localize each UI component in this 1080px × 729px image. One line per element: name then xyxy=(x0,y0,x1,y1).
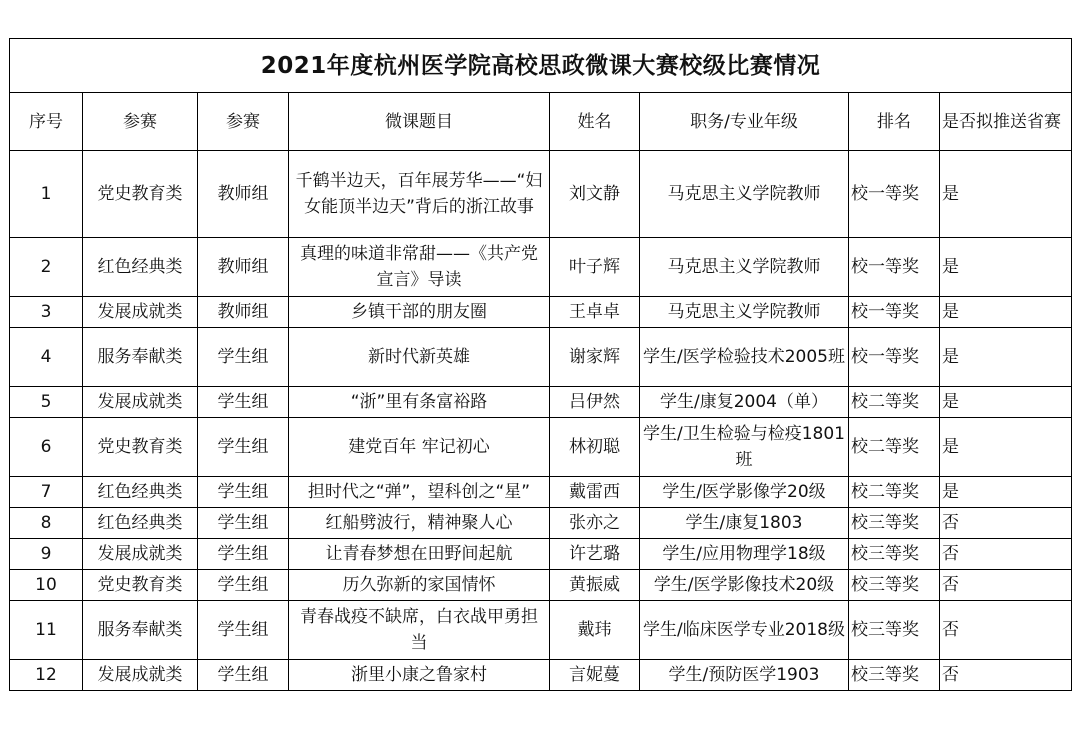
cell-role: 学生/应用物理学18级 xyxy=(640,539,849,570)
cell-no: 11 xyxy=(10,601,83,660)
cell-group: 学生组 xyxy=(198,387,289,418)
cell-rank: 校三等奖 xyxy=(849,660,940,691)
cell-role: 学生/卫生检验与检疫1801班 xyxy=(640,418,849,477)
table-row xyxy=(10,151,1072,238)
cell-no: 4 xyxy=(10,328,83,387)
cell-rank: 校三等奖 xyxy=(849,508,940,539)
cell-topic: 乡镇干部的朋友圈 xyxy=(289,297,550,328)
cell-recommend: 否 xyxy=(940,601,1072,660)
cell-no: 6 xyxy=(10,418,83,477)
cell-recommend: 是 xyxy=(940,328,1072,387)
cell-category: 发展成就类 xyxy=(83,539,198,570)
cell-rank: 校三等奖 xyxy=(849,570,940,601)
cell-category: 党史教育类 xyxy=(83,570,198,601)
cell-topic: 让青春梦想在田野间起航 xyxy=(289,539,550,570)
cell-rank: 校三等奖 xyxy=(849,539,940,570)
cell-no: 10 xyxy=(10,570,83,601)
cell-role: 学生/医学影像技术20级 xyxy=(640,570,849,601)
cell-recommend: 是 xyxy=(940,418,1072,477)
cell-role: 学生/康复2004（单） xyxy=(640,387,849,418)
cell-name: 刘文静 xyxy=(550,151,640,238)
cell-role: 马克思主义学院教师 xyxy=(640,151,849,238)
cell-group: 学生组 xyxy=(198,601,289,660)
cell-group: 学生组 xyxy=(198,418,289,477)
cell-name: 吕伊然 xyxy=(550,387,640,418)
cell-topic: 青春战疫不缺席，白衣战甲勇担当 xyxy=(289,601,550,660)
cell-name: 林初聪 xyxy=(550,418,640,477)
cell-name: 王卓卓 xyxy=(550,297,640,328)
cell-no: 5 xyxy=(10,387,83,418)
table-row xyxy=(10,418,1072,477)
cell-name: 谢家辉 xyxy=(550,328,640,387)
cell-category: 服务奉献类 xyxy=(83,328,198,387)
cell-name: 戴雷西 xyxy=(550,477,640,508)
header-group: 参赛 xyxy=(198,93,289,151)
cell-rank: 校二等奖 xyxy=(849,418,940,477)
table-row xyxy=(10,601,1072,660)
cell-role: 马克思主义学院教师 xyxy=(640,297,849,328)
cell-no: 1 xyxy=(10,151,83,238)
cell-group: 学生组 xyxy=(198,539,289,570)
table-row xyxy=(10,477,1072,508)
award-table xyxy=(9,38,1072,691)
cell-category: 服务奉献类 xyxy=(83,601,198,660)
table-row xyxy=(10,570,1072,601)
cell-category: 发展成就类 xyxy=(83,387,198,418)
cell-group: 学生组 xyxy=(198,570,289,601)
cell-role: 学生/预防医学1903 xyxy=(640,660,849,691)
table-row xyxy=(10,238,1072,297)
table-body xyxy=(10,151,1072,691)
cell-group: 教师组 xyxy=(198,238,289,297)
cell-rank: 校一等奖 xyxy=(849,238,940,297)
cell-name: 叶子辉 xyxy=(550,238,640,297)
cell-recommend: 否 xyxy=(940,508,1072,539)
cell-recommend: 是 xyxy=(940,387,1072,418)
cell-no: 9 xyxy=(10,539,83,570)
cell-topic: 建党百年 牢记初心 xyxy=(289,418,550,477)
table-row xyxy=(10,328,1072,387)
cell-rank: 校一等奖 xyxy=(849,297,940,328)
cell-role: 学生/临床医学专业2018级 xyxy=(640,601,849,660)
header-name: 姓名 xyxy=(550,93,640,151)
table-row xyxy=(10,297,1072,328)
cell-topic: 历久弥新的家国情怀 xyxy=(289,570,550,601)
header-category: 参赛 xyxy=(83,93,198,151)
header-rank: 排名 xyxy=(849,93,940,151)
cell-recommend: 是 xyxy=(940,477,1072,508)
cell-name: 黄振威 xyxy=(550,570,640,601)
header-role: 职务/专业年级 xyxy=(640,93,849,151)
cell-recommend: 否 xyxy=(940,660,1072,691)
cell-role: 学生/康复1803 xyxy=(640,508,849,539)
cell-category: 党史教育类 xyxy=(83,151,198,238)
cell-recommend: 是 xyxy=(940,238,1072,297)
cell-category: 党史教育类 xyxy=(83,418,198,477)
cell-no: 2 xyxy=(10,238,83,297)
title-row xyxy=(10,39,1072,93)
cell-name: 许艺璐 xyxy=(550,539,640,570)
cell-group: 学生组 xyxy=(198,660,289,691)
cell-topic: 真理的味道非常甜——《共产党宣言》导读 xyxy=(289,238,550,297)
table-row xyxy=(10,387,1072,418)
header-no: 序号 xyxy=(10,93,83,151)
cell-rank: 校一等奖 xyxy=(849,328,940,387)
header-topic: 微课题目 xyxy=(289,93,550,151)
cell-role: 学生/医学检验技术2005班 xyxy=(640,328,849,387)
cell-role: 马克思主义学院教师 xyxy=(640,238,849,297)
cell-name: 张亦之 xyxy=(550,508,640,539)
cell-group: 学生组 xyxy=(198,328,289,387)
table-row xyxy=(10,508,1072,539)
cell-topic: 浙里小康之鲁家村 xyxy=(289,660,550,691)
cell-rank: 校三等奖 xyxy=(849,601,940,660)
cell-no: 12 xyxy=(10,660,83,691)
cell-recommend: 是 xyxy=(940,297,1072,328)
cell-group: 学生组 xyxy=(198,477,289,508)
cell-category: 红色经典类 xyxy=(83,477,198,508)
cell-no: 8 xyxy=(10,508,83,539)
cell-recommend: 否 xyxy=(940,570,1072,601)
cell-topic: “浙”里有条富裕路 xyxy=(289,387,550,418)
cell-rank: 校二等奖 xyxy=(849,387,940,418)
cell-topic: 红船劈波行，精神聚人心 xyxy=(289,508,550,539)
cell-group: 学生组 xyxy=(198,508,289,539)
cell-category: 红色经典类 xyxy=(83,238,198,297)
cell-category: 发展成就类 xyxy=(83,297,198,328)
cell-topic: 担时代之“弹”，望科创之“星” xyxy=(289,477,550,508)
table-row xyxy=(10,539,1072,570)
cell-group: 教师组 xyxy=(198,297,289,328)
table-title: 2021年度杭州医学院高校思政微课大赛校级比赛情况 xyxy=(10,39,1072,93)
cell-group: 教师组 xyxy=(198,151,289,238)
cell-category: 发展成就类 xyxy=(83,660,198,691)
cell-category: 红色经典类 xyxy=(83,508,198,539)
table-row xyxy=(10,660,1072,691)
cell-name: 言妮蔓 xyxy=(550,660,640,691)
cell-name: 戴玮 xyxy=(550,601,640,660)
cell-topic: 新时代新英雄 xyxy=(289,328,550,387)
header-recommend: 是否拟推送省赛 xyxy=(940,93,1072,151)
cell-rank: 校一等奖 xyxy=(849,151,940,238)
cell-rank: 校二等奖 xyxy=(849,477,940,508)
cell-role: 学生/医学影像学20级 xyxy=(640,477,849,508)
cell-recommend: 是 xyxy=(940,151,1072,238)
cell-no: 7 xyxy=(10,477,83,508)
cell-recommend: 否 xyxy=(940,539,1072,570)
cell-no: 3 xyxy=(10,297,83,328)
header-row xyxy=(10,93,1072,151)
cell-topic: 千鹤半边天，百年展芳华——“妇女能顶半边天”背后的浙江故事 xyxy=(289,151,550,238)
